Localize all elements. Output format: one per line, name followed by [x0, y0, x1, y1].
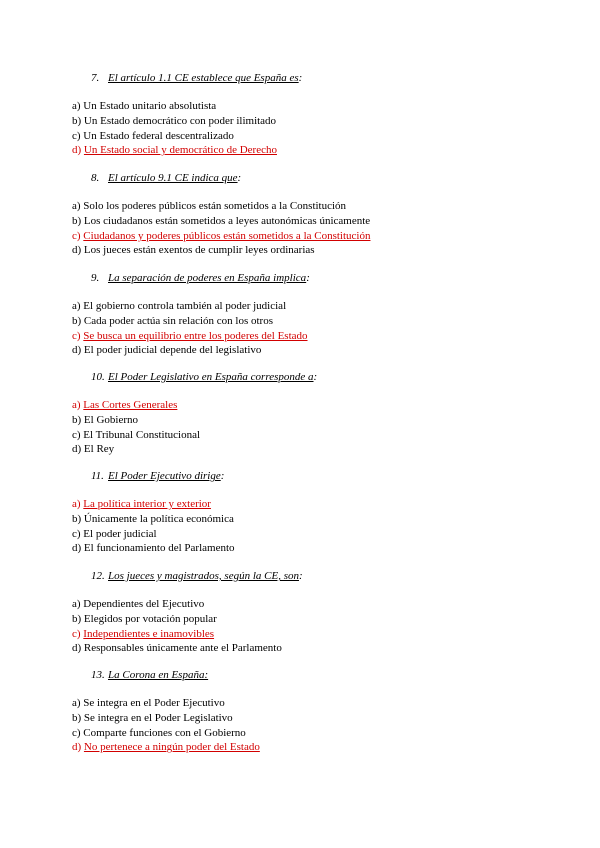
question-title: [91, 72, 302, 84]
question-suffix: :: [298, 570, 303, 582]
question-title: [91, 172, 241, 184]
option-text: La política interior y exterior: [83, 498, 211, 510]
option-text: Se integra en el Poder Ejecutivo: [83, 697, 225, 709]
answer-option: [72, 414, 138, 427]
option-text: Dependientes del Ejecutivo: [83, 598, 205, 610]
option-letter: a): [72, 697, 81, 709]
question-number: 7.: [91, 72, 100, 84]
question-title: [91, 371, 317, 383]
question-number: 10.: [91, 371, 105, 383]
answer-option: [72, 100, 216, 113]
question-text: El artículo 1.1 CE establece que España es: [108, 72, 299, 84]
answer-option: [72, 642, 282, 655]
option-text: Un Estado social y democrático de Derecho: [83, 144, 277, 157]
correct-answer-option: [72, 399, 177, 412]
question-text: Los jueces y magistrados, según la CE, son: [108, 570, 299, 582]
question-title: [91, 669, 208, 681]
question-suffix: :: [298, 72, 303, 84]
question-suffix: :: [237, 172, 242, 184]
correct-answer-option: [72, 498, 211, 511]
correct-answer-option: [72, 330, 308, 343]
answer-option: [72, 528, 157, 541]
option-text: Cada poder actúa sin relación con los otros: [83, 314, 274, 327]
answer-option: [72, 613, 217, 626]
answer-option: [72, 215, 370, 228]
option-text: El Rey: [83, 443, 115, 456]
answer-option: [72, 443, 114, 456]
answer-option: [72, 727, 246, 740]
option-letter: a): [72, 399, 81, 411]
option-letter: c): [72, 527, 81, 540]
option-letter: a): [72, 498, 81, 510]
answer-option: [72, 697, 225, 710]
option-text: Se integra en el Poder Legislativo: [83, 711, 233, 724]
option-letter: d): [72, 144, 82, 157]
option-letter: b): [72, 214, 82, 227]
option-text: Un Estado unitario absolutista: [83, 100, 217, 112]
option-letter: c): [72, 329, 81, 342]
answer-option: [72, 429, 200, 442]
answer-option: [72, 598, 204, 611]
correct-answer-option: [72, 628, 214, 641]
question-text: El Poder Ejecutivo dirige: [108, 470, 221, 482]
question-number: 12.: [91, 570, 105, 582]
option-text: Ciudadanos y poderes públicos están sometidos a la Constitución: [83, 229, 371, 242]
correct-answer-option: [72, 741, 260, 754]
option-text: Únicamente la política económica: [83, 512, 234, 525]
question-title: [91, 470, 224, 482]
option-letter: b): [72, 711, 82, 724]
option-text: El Tribunal Constitucional: [83, 428, 201, 441]
answer-option: [72, 115, 276, 128]
option-letter: d): [72, 642, 82, 655]
option-text: Un Estado federal descentralizado: [83, 129, 234, 142]
answer-option: [72, 513, 234, 526]
correct-answer-option: [72, 230, 370, 243]
answer-option: [72, 315, 273, 328]
option-letter: c): [72, 428, 81, 441]
option-text: Las Cortes Generales: [83, 399, 178, 411]
option-letter: c): [72, 627, 81, 640]
question-number: 13.: [91, 669, 105, 681]
answer-option: [72, 344, 261, 357]
option-letter: b): [72, 612, 82, 625]
option-text: El gobierno controla también al poder judicial: [83, 300, 287, 312]
question-title: [91, 570, 303, 582]
option-letter: d): [72, 542, 82, 555]
option-text: No pertenece a ningún poder del Estado: [83, 741, 260, 754]
question-suffix: :: [313, 371, 318, 383]
option-text: Se busca un equilibrio entre los poderes del Estado: [83, 329, 308, 342]
option-text: Independientes e inamovibles: [83, 627, 215, 640]
option-text: Comparte funciones con el Gobierno: [83, 726, 246, 739]
answer-option: [72, 712, 233, 725]
option-text: El Gobierno: [83, 413, 138, 426]
option-letter: d): [72, 244, 82, 257]
option-letter: d): [72, 741, 82, 754]
answer-option: [72, 542, 235, 555]
option-text: Elegidos por votación popular: [83, 612, 217, 625]
question-suffix: :: [220, 470, 225, 482]
option-letter: d): [72, 344, 82, 357]
option-letter: b): [72, 512, 82, 525]
option-text: Solo los poderes públicos están sometidos a la Constitución: [83, 200, 347, 212]
option-letter: c): [72, 726, 81, 739]
option-text: Un Estado democrático con poder ilimitado: [83, 114, 277, 127]
option-letter: c): [72, 129, 81, 142]
option-letter: a): [72, 100, 81, 112]
answer-option: [72, 200, 346, 213]
question-text: La separación de poderes en España implica: [108, 272, 307, 284]
option-letter: b): [72, 114, 82, 127]
option-letter: c): [72, 229, 81, 242]
answer-option: [72, 130, 234, 143]
question-text: El artículo 9.1 CE indica que: [108, 172, 238, 184]
option-letter: a): [72, 200, 81, 212]
option-text: Los ciudadanos están sometidos a leyes autonómicas únicamente: [83, 214, 371, 227]
answer-option: [72, 300, 286, 313]
option-text: El poder judicial: [83, 527, 157, 540]
option-text: Los jueces están exentos de cumplir leyes ordinarias: [83, 244, 315, 257]
option-letter: a): [72, 598, 81, 610]
option-text: El poder judicial depende del legislativo: [83, 344, 262, 357]
option-letter: b): [72, 413, 82, 426]
option-letter: b): [72, 314, 82, 327]
question-text: El Poder Legislativo en España corresponde a: [108, 371, 314, 383]
question-text: La Corona en España:: [108, 669, 209, 681]
question-number: 9.: [91, 272, 100, 284]
answer-option: [72, 244, 315, 257]
question-number: 11.: [91, 470, 104, 482]
option-text: El funcionamiento del Parlamento: [83, 542, 235, 555]
question-title: [91, 272, 310, 284]
option-letter: d): [72, 443, 82, 456]
option-letter: a): [72, 300, 81, 312]
option-text: Responsables únicamente ante el Parlamento: [83, 642, 282, 655]
question-suffix: :: [306, 272, 310, 284]
question-number: 8.: [91, 172, 100, 184]
correct-answer-option: [72, 144, 277, 157]
